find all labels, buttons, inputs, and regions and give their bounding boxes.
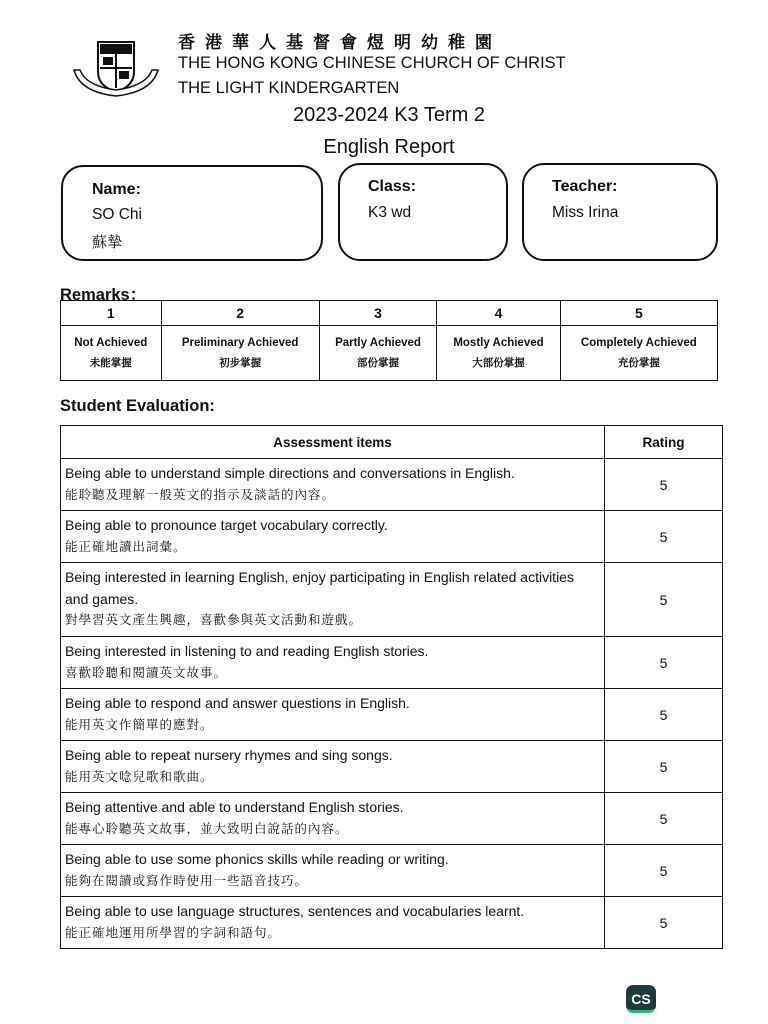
item-text-zh: 喜歡聆聽和閱讀英文故事。 [65,664,228,680]
school-crest-logo [70,36,162,98]
assessment-item [61,563,605,637]
scale-label-zh: 初步掌握 [219,356,262,369]
item-text-en: Being able to use some phonics skills while reading or writing. [65,851,449,867]
table-row [61,793,723,845]
scale-number: 4 [437,301,560,326]
item-text-zh: 能用英文唸兒歌和歌曲。 [65,768,214,784]
name-label: Name: [92,181,141,198]
scale-number: 5 [560,301,717,326]
assessment-items-header: Assessment items [61,426,605,459]
rating-value: 5 [605,897,723,949]
scale-number: 1 [61,301,162,326]
item-text-zh: 能專心聆聽英文故事，並大致明白說話的內容。 [65,820,349,836]
item-text-en: Being able to use language structures, sentences and vocabularies learnt. [65,903,525,919]
item-text-zh: 能正確地讀出詞彙。 [65,538,187,554]
school-name-chinese: 香港華人基督會煜明幼稚園 [178,33,502,53]
table-row [61,845,723,897]
item-text-en: Being interested in listening to and reading English stories. [65,643,429,659]
rating-value: 5 [605,741,723,793]
report-term-title: 2023-2024 K3 Term 2 [293,104,485,126]
scale-label-zh: 充份掌握 [617,356,660,369]
rating-value: 5 [605,563,723,637]
item-text-zh: 能正確地運用所學習的字詞和語句。 [65,924,282,940]
item-text-zh: 對學習英文產生興趣，喜歡參與英文活動和遊戲。 [65,612,363,628]
scale-label-zh: 未能掌握 [89,356,132,369]
scale-number: 3 [319,301,437,326]
scale-label-zh: 部份掌握 [357,356,399,369]
class-box [338,163,508,261]
item-text-en: Being attentive and able to understand English stories. [65,799,404,815]
item-text-en: Being able to repeat nursery rhymes and sing songs. [65,747,393,763]
assessment-item [61,511,605,563]
student-name-english: SO Chi [92,206,142,223]
scale-label-en: Mostly Achieved [453,336,544,349]
item-text-zh: 能聆聽及理解一般英文的指示及談話的內容。 [65,486,336,502]
assessment-item [61,689,605,741]
teacher-label: Teacher: [552,178,618,195]
rating-scale-table [60,300,718,381]
scale-description [319,326,437,381]
assessment-item [61,897,605,949]
remarks-heading: Remarks： [60,286,147,304]
scale-description [560,326,717,381]
table-row [61,459,723,511]
scale-label-en: Preliminary Achieved [181,336,299,349]
name-box [61,165,323,261]
scale-description [61,326,162,381]
item-text-zh: 能用英文作簡單的應對。 [65,716,214,732]
assessment-item [61,793,605,845]
table-row [61,511,723,563]
school-name-english-line1: THE HONG KONG CHINESE CHURCH OF CHRIST [178,54,566,72]
table-row [61,637,723,689]
rating-value: 5 [605,459,723,511]
camscanner-badge-icon: CS [626,985,656,1013]
scale-description [161,326,319,381]
rating-value: 5 [605,845,723,897]
assessment-item [61,845,605,897]
scale-number: 2 [161,301,319,326]
item-text-en: Being interested in learning English, enjoy participating in English related activities and games. [65,569,574,607]
scale-label-en: Completely Achieved [580,336,697,349]
report-subject-title: English Report [323,136,455,158]
student-evaluation-heading: Student Evaluation: [60,397,215,415]
item-text-zh: 能夠在閱讀或寫作時使用一些語音技巧。 [65,872,309,888]
class-label: Class: [368,178,417,195]
table-row [61,563,723,637]
scale-label-en: Not Achieved [74,336,148,349]
rating-value: 5 [605,689,723,741]
rating-value: 5 [605,793,723,845]
class-value: K3 wd [368,204,412,221]
school-name-english-line2: THE LIGHT KINDERGARTEN [178,79,400,97]
item-text-en: Being able to understand simple directions and conversations in English. [65,465,515,481]
student-name-chinese: 蘇摯 [92,233,123,251]
teacher-box [522,163,718,261]
rating-value: 5 [605,511,723,563]
item-text-en: Being able to pronounce target vocabulary correctly. [65,517,388,533]
assessment-item [61,741,605,793]
assessment-item [61,637,605,689]
rating-value: 5 [605,637,723,689]
table-row [61,897,723,949]
evaluation-table [60,425,723,949]
scale-label-en: Partly Achieved [335,336,421,349]
item-text-en: Being able to respond and answer questions in English. [65,695,410,711]
table-row [61,689,723,741]
table-row [61,741,723,793]
scale-description [437,326,560,381]
scale-label-zh: 大部份掌握 [472,356,525,369]
teacher-value: Miss Irina [552,204,619,221]
assessment-item [61,459,605,511]
rating-header: Rating [605,426,723,459]
